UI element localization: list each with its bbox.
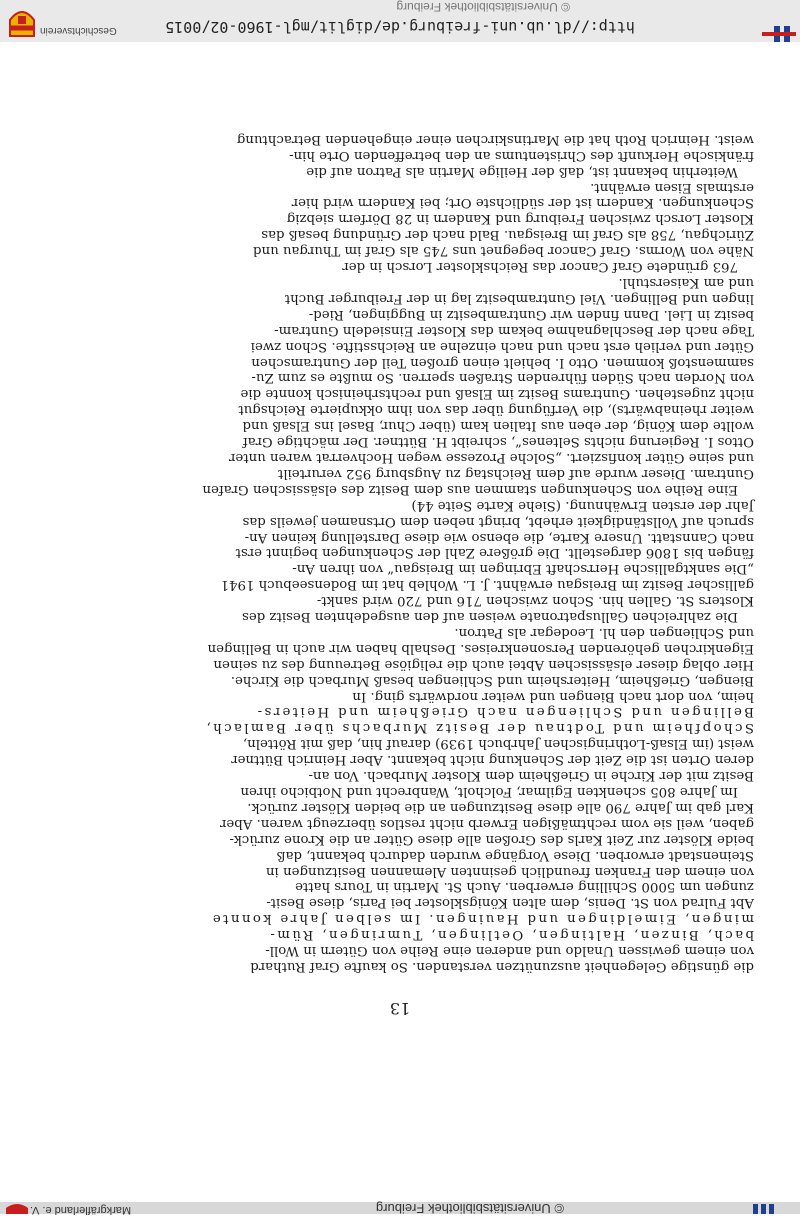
text-line: mingen, Eimeldingen und Hauingen. Im selben Jahre konnte — [210, 911, 754, 927]
text-line: und am Kaiserstuhl. — [618, 275, 754, 291]
text-line: Im Jahre 805 schenkten Egilmar, Folcholt, Wanbrecht und Notbicho ihren — [240, 784, 738, 800]
header-society-name: Markgräflerland e. V. — [30, 1204, 132, 1216]
text-line: und Schliengen den hl. Leodegar als Patron. — [454, 624, 754, 640]
footer-society-name: Geschichtsverein — [40, 25, 117, 36]
paragraph — [52, 799, 754, 974]
ub-logo-icon — [748, 1202, 778, 1214]
text-line: Abt Fulrad von St. Denis, dem alten Königskloster bei Paris, diese Besit- — [266, 895, 754, 911]
text-line: erstmals Eisen erwähnt. — [590, 179, 754, 195]
header-copyright: © Universitätsbibliothek Freiburg — [375, 1201, 564, 1216]
viewer-footer-bar — [0, 0, 800, 42]
text-line: Güter und verlieh erst nach und nach einzelne an Reichsstifte. Schon zwei — [250, 338, 754, 354]
text-line: Hier oblag dieser elsässischen Abtei auch die religiöse Betreuung des zu seinen — [213, 656, 754, 672]
text-line: die günstige Gelegenheit auszunützen verstanden. So kaufte Graf Ruthard — [250, 959, 754, 974]
text-line: beide Klöster zur Zeit Karls des Großen alle diese Güter an die Krone zurück- — [229, 831, 754, 847]
text-line: und seine Güter konfisziert. „Solche Prozesse wegen Hochverrat waren unter — [229, 450, 754, 465]
article-text — [52, 131, 754, 974]
text-line: Karl gab im Jahre 790 alle diese Besitzungen an die beiden Klöster zurück. — [247, 799, 754, 815]
text-line: Guntram. Dieser wurde auf dem Reichstag zu Augsburg 952 verurteilt — [277, 465, 754, 481]
text-line: gallischer Besitz im Breisgau erwähnt. J. L. Wohleb hat im Bodenseebuch 1941 — [220, 577, 754, 593]
text-line: nach Cannstatt. Unsere Karte, die ebenso wie diese Darstellung keinen An- — [244, 529, 754, 545]
text-line: Tage nach der Beschlagnahme bekam das Kloster Einsiedeln Guntram- — [274, 322, 754, 338]
society-crest-icon — [4, 1202, 30, 1214]
text-line: Bellingen und Schliengen nach Grießheim und Heiters- — [255, 704, 754, 720]
text-line: Besitz mit der Kirche in Grießheim dem Kloster Murbach. Von an- — [308, 768, 754, 784]
paragraph — [52, 624, 754, 799]
paragraph — [52, 179, 754, 274]
text-line: heim, von dort nach Biengen und weiter nordwärts ging. In — [352, 688, 754, 704]
text-line: Eigenkirchen gehörenden Personenkreises. Deshalb haben wir auch in Bellingen — [207, 640, 754, 656]
page-number: 13 — [389, 999, 411, 1018]
viewer-header-bar — [0, 1202, 800, 1214]
text-line: zungen um 5000 Schilling erwerben. Auch St. Martin in Tours hatte — [295, 879, 754, 895]
text-line: deren Orten ist die Zeit der Schenkung nicht bekannt. Aber Heinrich Büttner — [231, 752, 754, 768]
society-crest-icon — [8, 4, 36, 38]
text-line: Eine Reihe von Schenkungen stammen aus dem Besitz des elsässischen Grafen — [202, 481, 738, 497]
paragraph — [52, 274, 754, 497]
paragraph — [52, 497, 754, 624]
text-line: Kloster Lorsch zwischen Freiburg und Kandern in 28 Dörfern siebzig — [286, 211, 754, 227]
text-line: bach, Binzen, Haltingen, Oetlingen, Tumringen, Rüm- — [268, 927, 754, 943]
text-line: Schopfheim und Todtnau der Besitz Murbachs über Bamlach, — [204, 720, 754, 736]
text-line: besitz in Liel. Dann finden wir Guntrambesitz in Buggingen, Ried- — [308, 306, 754, 322]
text-line: „Die sanktgallische Herrschaft Ebringen im Breisgau“ von ihren An- — [292, 561, 754, 577]
text-line: Klosters St. Gallen hin. Schon zwischen 716 und 720 wird sankt- — [316, 593, 754, 609]
text-line: weiter rheinabwärts), die Verfügung über das von ihm okkupierte Reichsgut — [238, 402, 754, 418]
text-line: Die zahlreichen Galluspatronate weisen auf den ausgedehnten Besitz des — [242, 609, 738, 625]
text-line: Nähe von Worms. Graf Cancor begegnet uns 745 als Graf im Thurgau und — [253, 243, 754, 259]
text-line: Biengen, Grießheim, Heitersheim und Schliengen besaß Murbach die Kirche. — [230, 672, 754, 688]
text-line: lingen und Bellingen. Viel Guntrambesitz lag in der Freiburger Bucht — [284, 290, 754, 306]
text-line: weist (im Elsaß-Lothringischen Jahrbuch 1939) darauf hin, daß mit Rötteln, — [242, 736, 754, 752]
text-line: Ottos I. Regierung nichts Seltenes“, schreibt H. Büttner. Der mächtige Graf — [242, 434, 754, 450]
text-line: fängen bis 1806 dargestellt. Die größere Zahl der Schenkungen beginnt erst — [235, 545, 754, 561]
footer-copyright: © Universitätsbibliothek Freiburg — [396, 0, 570, 14]
text-line: wollte dem König, der eben aus Italien kam (über Chur, Basel ins Elsaß und — [242, 418, 754, 434]
text-line: gaben, weil sie vom rechtmäßigen Erwerb nicht restlos überzeugt waren. Aber — [220, 815, 754, 831]
text-line: sammenstoß kommen. Otto I. behielt einen großen Teil der Guntramschen — [251, 354, 754, 370]
text-line: von einem gewissen Unaldo und anderen eine Reihe von Gütern in Woll- — [265, 943, 754, 959]
text-line: 763 gründete Graf Cancor das Reichskloster Lorsch in der — [342, 259, 738, 275]
text-line: Jahr der ersten Erwähnung. (Siehe Karte Seite 44) — [411, 497, 754, 513]
text-line: Steinenstadt erworben. Diese Vorgänge wurden dadurch bekannt, daß — [276, 847, 754, 863]
text-line: fränkische Herkunft des Christentums an den betreffenden Orte hin- — [289, 147, 754, 163]
text-line: von Norden nach Süden führenden Straßen sperren. So mußte es zum Zu- — [251, 370, 754, 386]
text-line: Schenkungen. Kandern ist der südlichste Ort; bei Kandern wird hier — [291, 195, 754, 211]
text-line: Weiterhin bekannt ist, daß der Heilige Martin als Patron auf die — [306, 163, 738, 179]
paragraph — [52, 131, 754, 179]
text-line: weist. Heinrich Roth hat die Martinskirchen einer eingehenden Betrachtung — [236, 131, 754, 147]
text-line: nicht zugestehen. Guntrams Besitz im Elsaß und rechtsrheinisch konnte die — [240, 386, 754, 402]
text-line: Zürichgau, 758 als Graf im Breisgau. Bald nach der Gründung besaß das — [261, 227, 754, 243]
text-line: von einem den Franken freundlich gesinnten Alemannen Besitzungen in — [265, 863, 754, 879]
document-url-link[interactable]: http://dl.ub.uni-freiburg.de/diglit/mgl-1960-02/0015 — [165, 18, 635, 36]
text-line: spruch auf Vollständigkeit erhebt, bringt neben dem Ortsnamen jeweils das — [242, 513, 754, 529]
